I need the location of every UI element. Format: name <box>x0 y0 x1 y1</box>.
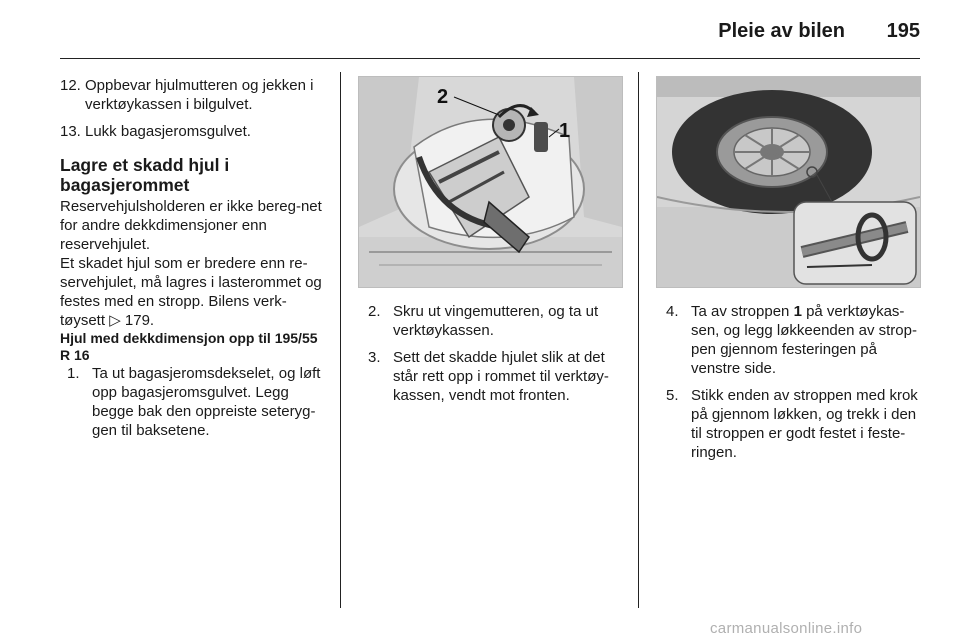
list-text: Sett det skadde hjulet slik at det står rett opp i rommet til verktøy-kassen, vendt mot fronten. <box>393 349 609 404</box>
list-number: 13. <box>60 123 81 140</box>
paragraph-damaged-wheel <box>60 254 328 330</box>
list-item-5 <box>666 386 924 462</box>
paragraph-spare-holder: Reservehjulsholderen er ikke bereg-net for andre dekkdimensjoner enn reservehjulet. <box>60 198 322 253</box>
column-2 <box>368 302 626 413</box>
wheel-strap-illustration <box>657 77 920 287</box>
list-number: 2. <box>368 303 381 320</box>
list-item-12 <box>60 76 328 114</box>
column-1 <box>60 76 328 448</box>
list-item-13 <box>60 122 328 141</box>
arrow-reference-icon: ▷ <box>109 312 121 329</box>
list-text: Lukk bagasjeromsgulvet. <box>85 123 251 140</box>
list-text: Ta ut bagasjeromsdekselet, og løft opp bagasjeromsgulvet. Legg begge bak den oppreiste seteryg-gen til baksetene. <box>92 365 321 439</box>
section-heading: Lagre et skadd hjul i bagasjerommet <box>60 155 230 195</box>
list-item-2 <box>368 302 626 340</box>
page-number: 195 <box>886 20 920 42</box>
column-divider-right <box>638 72 639 608</box>
list-text-continued: på verktøykas-sen, og legg løkkeenden av strop-pen gjennom festeringen på venstre side. <box>691 303 917 377</box>
subheading: Hjul med dekkdimensjon opp til 195/55 R 16 <box>60 330 318 363</box>
page-reference: 179. <box>120 312 155 329</box>
paragraph-text: Et skadet hjul som er bredere enn re-servehjulet, må lagres i lasterommet og festes med en stropp. Bilens verk-tøysett <box>60 255 322 329</box>
section-title: Pleie av bilen <box>718 20 845 42</box>
column-3 <box>666 302 924 470</box>
list-text: Oppbevar hjulmutteren og jekken i verktøykassen i bilgulvet. <box>85 77 314 113</box>
watermark: carmanualsonline.info <box>710 620 863 637</box>
column-divider-left <box>340 72 341 608</box>
list-item-1 <box>67 364 328 440</box>
list-item-4 <box>666 302 924 378</box>
callout-label-2: 2 <box>437 86 449 108</box>
figure-wheel-strap <box>656 76 921 288</box>
page-header <box>60 0 920 59</box>
tool-kit-illustration <box>359 77 622 287</box>
callout-reference: 1 <box>793 303 802 320</box>
list-number: 1. <box>67 365 80 382</box>
list-number: 4. <box>666 303 679 320</box>
list-number: 5. <box>666 387 679 404</box>
callout-label-1: 1 <box>559 120 571 142</box>
list-item-3 <box>368 348 626 405</box>
figure-tool-kit <box>358 76 623 288</box>
list-number: 3. <box>368 349 381 366</box>
list-text: Skru ut vingemutteren, og ta ut verktøykassen. <box>393 303 599 339</box>
list-text: Stikk enden av stroppen med krok på gjennom løkken, og trekk i den til stroppen er godt festet i feste-ringen. <box>691 387 918 461</box>
list-text: Ta av stroppen <box>691 303 794 320</box>
list-number: 12. <box>60 77 81 94</box>
